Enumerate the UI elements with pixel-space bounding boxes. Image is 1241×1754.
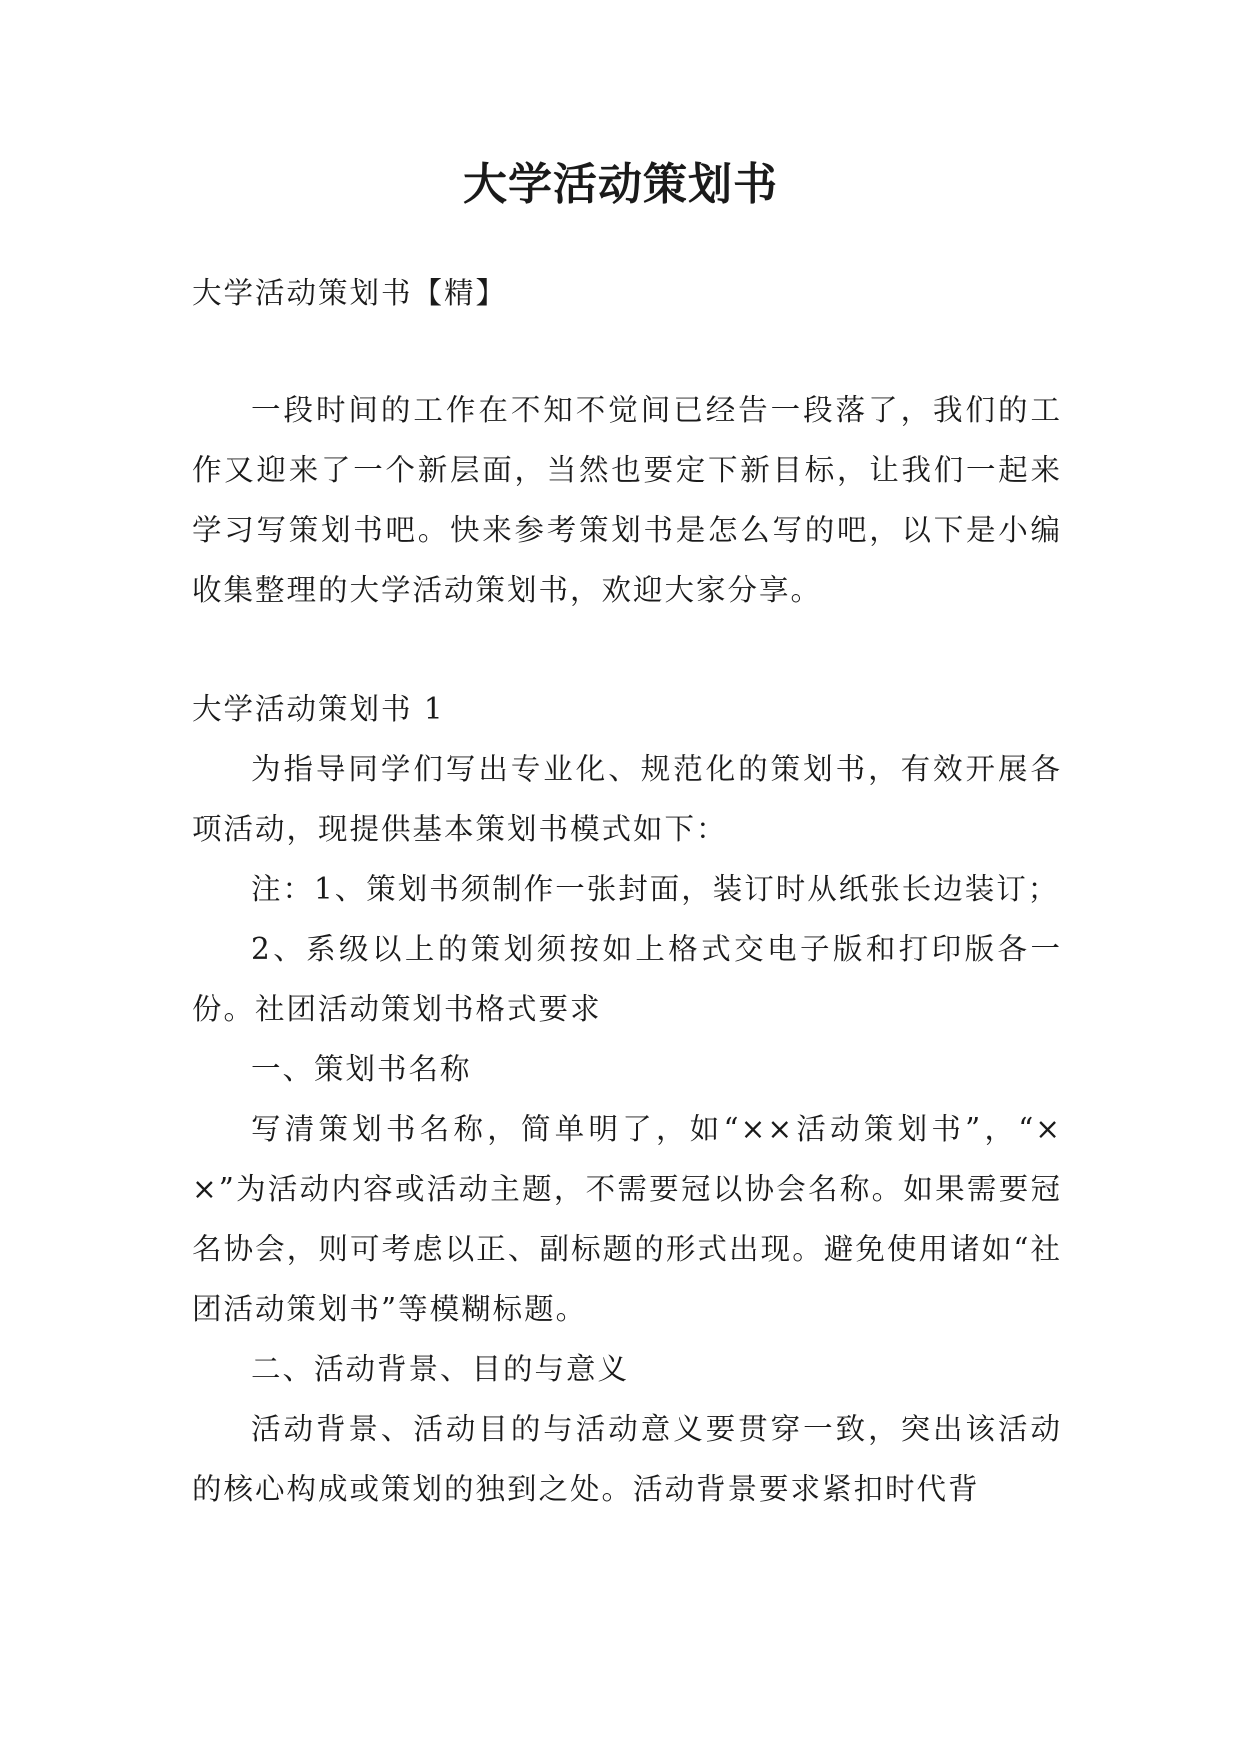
document-title: 大学活动策划书: [463, 159, 778, 210]
intro-paragraph: 一段时间的工作在不知不觉间已经告一段落了，我们的工作又迎来了一个新层面，当然也要定下新目标，让我们一起来学习写策划书吧。快来参考策划书是怎么写的吧，以下是小编收集整理的大学活动策划书，欢迎大家分享。: [192, 393, 1062, 607]
body-paragraph: 活动背景、活动目的与活动意义要贯穿一致，突出该活动的核心构成或策划的独到之处。活动背景要求紧扣时代背: [192, 1412, 1062, 1506]
body-paragraph: 为指导同学们写出专业化、规范化的策划书，有效开展各项活动，现提供基本策划书模式如下：: [192, 752, 1062, 846]
document-body: [192, 263, 1062, 1519]
item-heading: 二、活动背景、目的与意义: [251, 1352, 630, 1386]
body-paragraph: 写清策划书名称，简单明了，如“××活动策划书”，“××”为活动内容或活动主题，不需要冠以协会名称。如果需要冠名协会，则可考虑以正、副标题的形式出现。避免使用诸如“社团活动策划书”等模糊标题。: [192, 1112, 1062, 1326]
body-paragraph: 注：1、策划书须制作一张封面，装订时从纸张长边装订；: [251, 872, 1060, 906]
body-paragraph: 2、系级以上的策划须按如上格式交电子版和打印版各一份。社团活动策划书格式要求: [192, 932, 1062, 1026]
item-heading: 一、策划书名称: [251, 1052, 472, 1086]
document-subtitle: 大学活动策划书【精】: [192, 276, 508, 310]
section-heading: 大学活动策划书 1: [192, 692, 445, 726]
